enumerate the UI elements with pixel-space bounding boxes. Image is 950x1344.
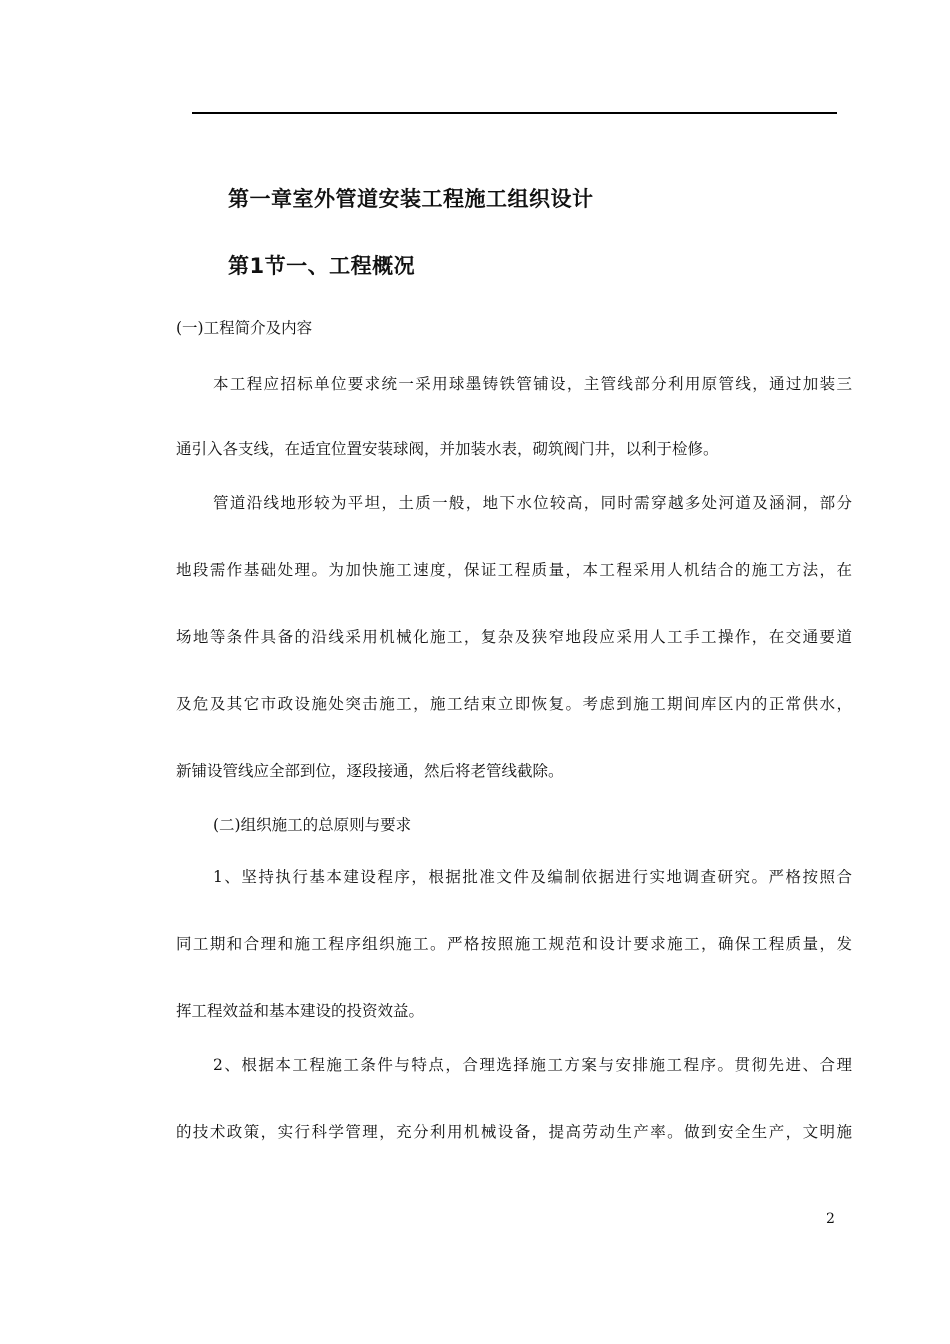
subheading-principles: (二)组织施工的总原则与要求 [213, 816, 412, 834]
section-title: 第1节一、工程概况 [228, 254, 416, 278]
item-1-line-3: 挥工程效益和基本建设的投资效益。 [176, 1002, 425, 1020]
page-number: 2 [826, 1211, 835, 1227]
paragraph-2-line-2: 地段需作基础处理。为加快施工速度，保证工程质量，本工程采用人机结合的施工方法，在 [176, 561, 852, 579]
item-1-line-2: 同工期和合理和施工程序组织施工。严格按照施工规范和设计要求施工，确保工程质量，发 [176, 935, 852, 953]
paragraph-2-line-1: 管道沿线地形较为平坦，土质一般，地下水位较高，同时需穿越多处河道及涵洞，部分 [213, 494, 852, 512]
item-1-line-1: 1、坚持执行基本建设程序，根据批准文件及编制依据进行实地调查研究。严格按照合 [213, 868, 852, 886]
item-2-line-2: 的技术政策，实行科学管理，充分利用机械设备，提高劳动生产率。做到安全生产，文明施 [176, 1123, 852, 1141]
paragraph-2-line-4: 及危及其它市政设施处突击施工，施工结束立即恢复。考虑到施工期间库区内的正常供水， [176, 695, 852, 713]
paragraph-2-line-5: 新铺设管线应全部到位，逐段接通，然后将老管线截除。 [176, 762, 564, 780]
header-rule [192, 112, 837, 114]
paragraph-1-line-2: 通引入各支线，在适宜位置安装球阀，并加装水表，砌筑阀门井，以利于检修。 [176, 440, 719, 458]
paragraph-2-line-3: 场地等条件具备的沿线采用机械化施工，复杂及狭窄地段应采用人工手工操作，在交通要道 [176, 628, 852, 646]
item-2-line-1: 2、根据本工程施工条件与特点，合理选择施工方案与安排施工程序。贯彻先进、合理 [213, 1056, 852, 1074]
paragraph-1-line-1: 本工程应招标单位要求统一采用球墨铸铁管铺设，主管线部分利用原管线，通过加装三 [213, 375, 852, 393]
chapter-title: 第一章室外管道安装工程施工组织设计 [228, 187, 594, 211]
subheading-project-intro: (一)工程简介及内容 [176, 319, 313, 337]
